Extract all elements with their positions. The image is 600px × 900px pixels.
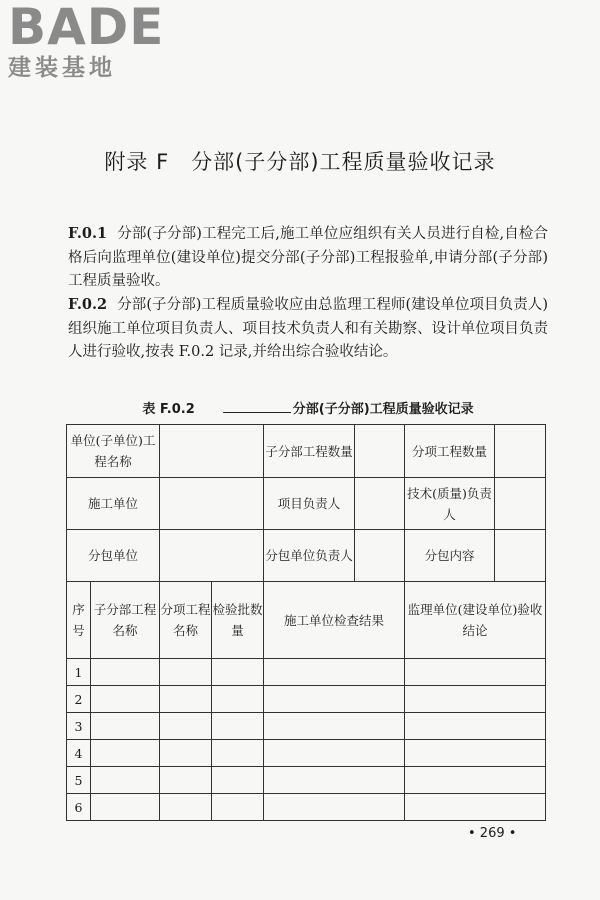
clause-text: 分部(子分部)工程质量验收应由总监理工程师(建设单位项目负责人)组织施工单位项目负责人、项目技术负责人和有关勘察、设计单位项目负责人进行验收,按表 F.0.2 记录,并给出综合验收结论。	[68, 297, 548, 360]
value-sub-division-count[interactable]	[355, 425, 405, 478]
cell-batch-count[interactable]	[212, 686, 264, 713]
label-subcontractor: 分包单位	[67, 530, 160, 582]
value-project-manager[interactable]	[355, 478, 405, 530]
cell-batch-count[interactable]	[212, 794, 264, 821]
clause-f01	[68, 222, 548, 294]
label-technical-manager: 技术(质量)负责人	[405, 478, 495, 530]
logo-tagline: 建装基地	[8, 55, 116, 81]
value-unit-project-name[interactable]	[160, 425, 264, 478]
cell-supervision-conclusion[interactable]	[405, 767, 546, 794]
cell-supervision-conclusion[interactable]	[405, 713, 546, 740]
row-number: 3	[67, 713, 91, 740]
col-header-supervision-conclusion: 监理单位(建设单位)验收结论	[405, 582, 546, 659]
cell-supervision-conclusion[interactable]	[405, 686, 546, 713]
table-row	[67, 478, 546, 530]
row-number: 4	[67, 740, 91, 767]
table-row	[67, 686, 546, 713]
cell-sub-item-name[interactable]	[160, 740, 212, 767]
cell-construction-result[interactable]	[264, 794, 405, 821]
col-header-sub-division-name: 子分部工程名称	[91, 582, 160, 659]
column-header-row	[67, 582, 546, 659]
value-subcontractor-manager[interactable]	[355, 530, 405, 582]
cell-sub-division-name[interactable]	[91, 686, 160, 713]
cell-construction-result[interactable]	[264, 686, 405, 713]
cell-construction-result[interactable]	[264, 767, 405, 794]
clause-number: F.0.1	[68, 225, 108, 242]
table-row	[67, 530, 546, 582]
table-caption-number: 表 F.0.2	[142, 402, 195, 417]
row-number: 6	[67, 794, 91, 821]
cell-sub-item-name[interactable]	[160, 686, 212, 713]
label-unit-project-name: 单位(子单位)工程名称	[67, 425, 160, 478]
cell-supervision-conclusion[interactable]	[405, 659, 546, 686]
appendix-title: 附录 F 分部(子分部)工程质量验收记录	[104, 150, 496, 174]
clause-number: F.0.2	[68, 296, 108, 313]
table-row	[67, 659, 546, 686]
quality-acceptance-table	[66, 424, 546, 821]
cell-sub-item-name[interactable]	[160, 713, 212, 740]
cell-sub-division-name[interactable]	[91, 767, 160, 794]
cell-sub-division-name[interactable]	[91, 713, 160, 740]
cell-construction-result[interactable]	[264, 740, 405, 767]
table-row	[67, 740, 546, 767]
cell-sub-division-name[interactable]	[91, 740, 160, 767]
cell-supervision-conclusion[interactable]	[405, 794, 546, 821]
logo-brand: BADE	[8, 0, 165, 56]
bade-logo	[8, 2, 178, 82]
cell-batch-count[interactable]	[212, 659, 264, 686]
cell-sub-division-name[interactable]	[91, 659, 160, 686]
table-row	[67, 713, 546, 740]
value-construction-unit[interactable]	[160, 478, 264, 530]
label-subcontractor-manager: 分包单位负责人	[264, 530, 355, 582]
col-header-seq: 序号	[67, 582, 91, 659]
cell-sub-item-name[interactable]	[160, 767, 212, 794]
caption-blank-field	[223, 400, 291, 413]
cell-batch-count[interactable]	[212, 713, 264, 740]
cell-supervision-conclusion[interactable]	[405, 740, 546, 767]
row-number: 5	[67, 767, 91, 794]
label-subcontract-content: 分包内容	[405, 530, 495, 582]
value-subcontractor[interactable]	[160, 530, 264, 582]
value-technical-manager[interactable]	[495, 478, 546, 530]
row-number: 2	[67, 686, 91, 713]
cell-sub-division-name[interactable]	[91, 794, 160, 821]
cell-sub-item-name[interactable]	[160, 659, 212, 686]
cell-batch-count[interactable]	[212, 767, 264, 794]
label-project-manager: 项目负责人	[264, 478, 355, 530]
table-row	[67, 767, 546, 794]
col-header-sub-item-name: 分项工程名称	[160, 582, 212, 659]
clause-text: 分部(子分部)工程完工后,施工单位应组织有关人员进行自检,自检合格后向监理单位(建设单位)提交分部(子分部)工程报验单,申请分部(子分部)工程质量验收。	[68, 226, 548, 289]
page-number: • 269 •	[468, 826, 517, 841]
clause-f02	[68, 293, 548, 365]
cell-construction-result[interactable]	[264, 713, 405, 740]
label-sub-item-count: 分项工程数量	[405, 425, 495, 478]
table-caption-text: 分部(子分部)工程质量验收记录	[292, 402, 474, 417]
value-sub-item-count[interactable]	[495, 425, 546, 478]
cell-construction-result[interactable]	[264, 659, 405, 686]
table-caption	[68, 398, 548, 417]
cell-batch-count[interactable]	[212, 740, 264, 767]
table-row	[67, 794, 546, 821]
row-number: 1	[67, 659, 91, 686]
value-subcontract-content[interactable]	[495, 530, 546, 582]
cell-sub-item-name[interactable]	[160, 794, 212, 821]
label-construction-unit: 施工单位	[67, 478, 160, 530]
table-row	[67, 425, 546, 478]
col-header-construction-result: 施工单位检查结果	[264, 582, 405, 659]
label-sub-division-count: 子分部工程数量	[264, 425, 355, 478]
col-header-batch-count: 检验批数量	[212, 582, 264, 659]
